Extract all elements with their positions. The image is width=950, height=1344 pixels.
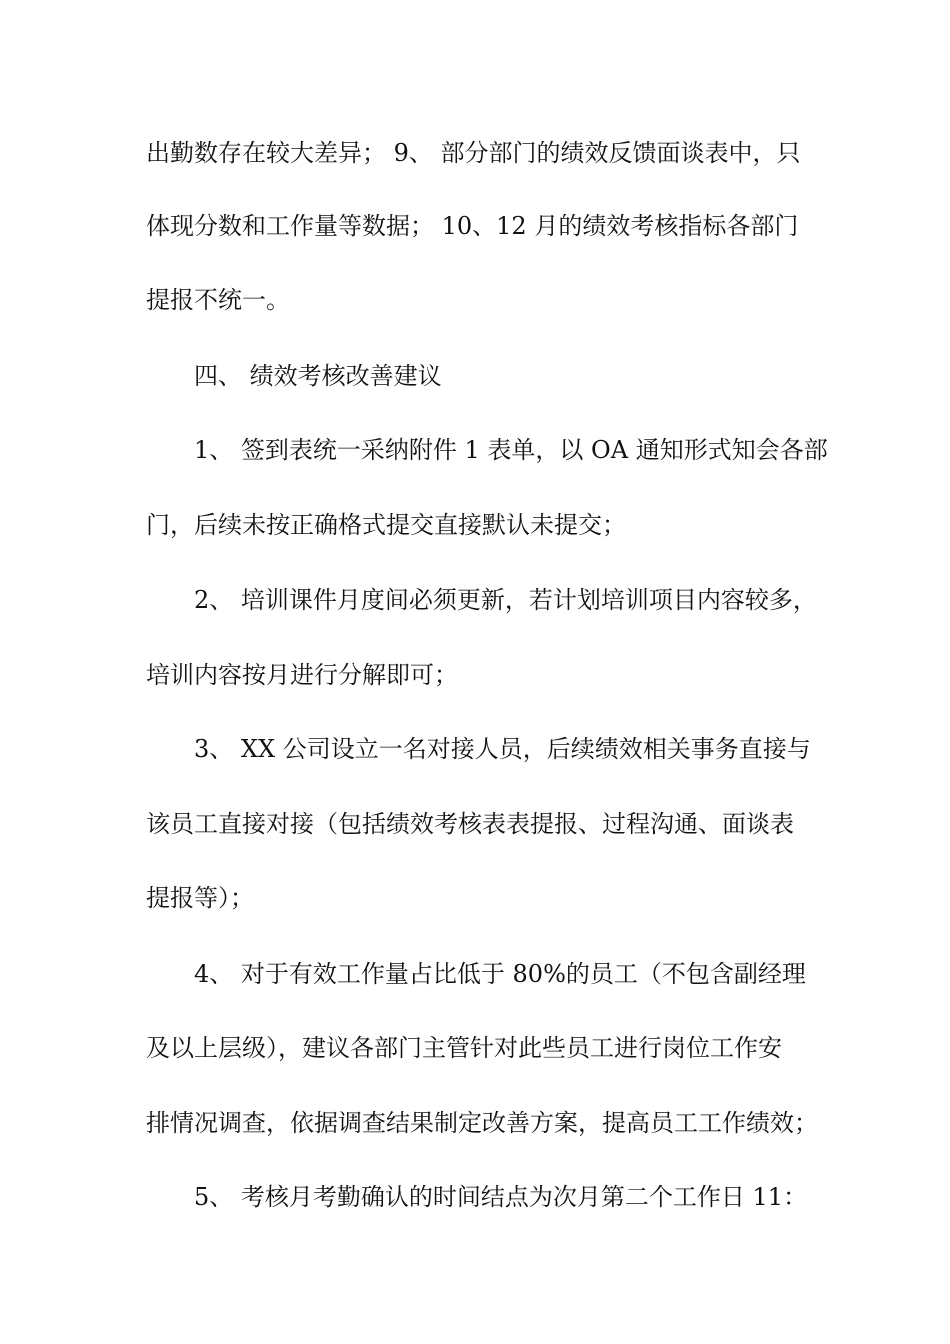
text-line: 提报等）； [146, 884, 254, 912]
section-heading: 四、 绩效考核改善建议 [194, 362, 442, 390]
text-line: 培训内容按月进行分解即可； [146, 661, 458, 689]
text-line: 门，后续未按正确格式提交直接默认未提交； [146, 511, 626, 539]
text-line: 5、 考核月考勤确认的时间结点为次月第二个工作日 11： [194, 1183, 808, 1211]
text-line: 该员工直接对接（包括绩效考核表表提报、过程沟通、面谈表 [146, 810, 794, 838]
text-line: 4、 对于有效工作量占比低于 80%的员工（不包含副经理 [194, 960, 806, 988]
text-line: 3、 XX 公司设立一名对接人员，后续绩效相关事务直接与 [194, 735, 811, 763]
text-line: 2、 培训课件月度间必须更新，若计划培训项目内容较多， [194, 586, 817, 614]
text-line: 提报不统一。 [146, 286, 290, 314]
text-line: 出勤数存在较大差异； 9、 部分部门的绩效反馈面谈表中，只 [146, 139, 801, 167]
text-line: 体现分数和工作量等数据； 10、12 月的绩效考核指标各部门 [146, 212, 799, 240]
text-line: 1、 签到表统一采纳附件 1 表单，以 OA 通知形式知会各部 [194, 436, 828, 464]
text-line: 排情况调查，依据调查结果制定改善方案，提高员工工作绩效； [146, 1109, 818, 1137]
text-line: 及以上层级），建议各部门主管针对此些员工进行岗位工作安 [146, 1034, 782, 1062]
